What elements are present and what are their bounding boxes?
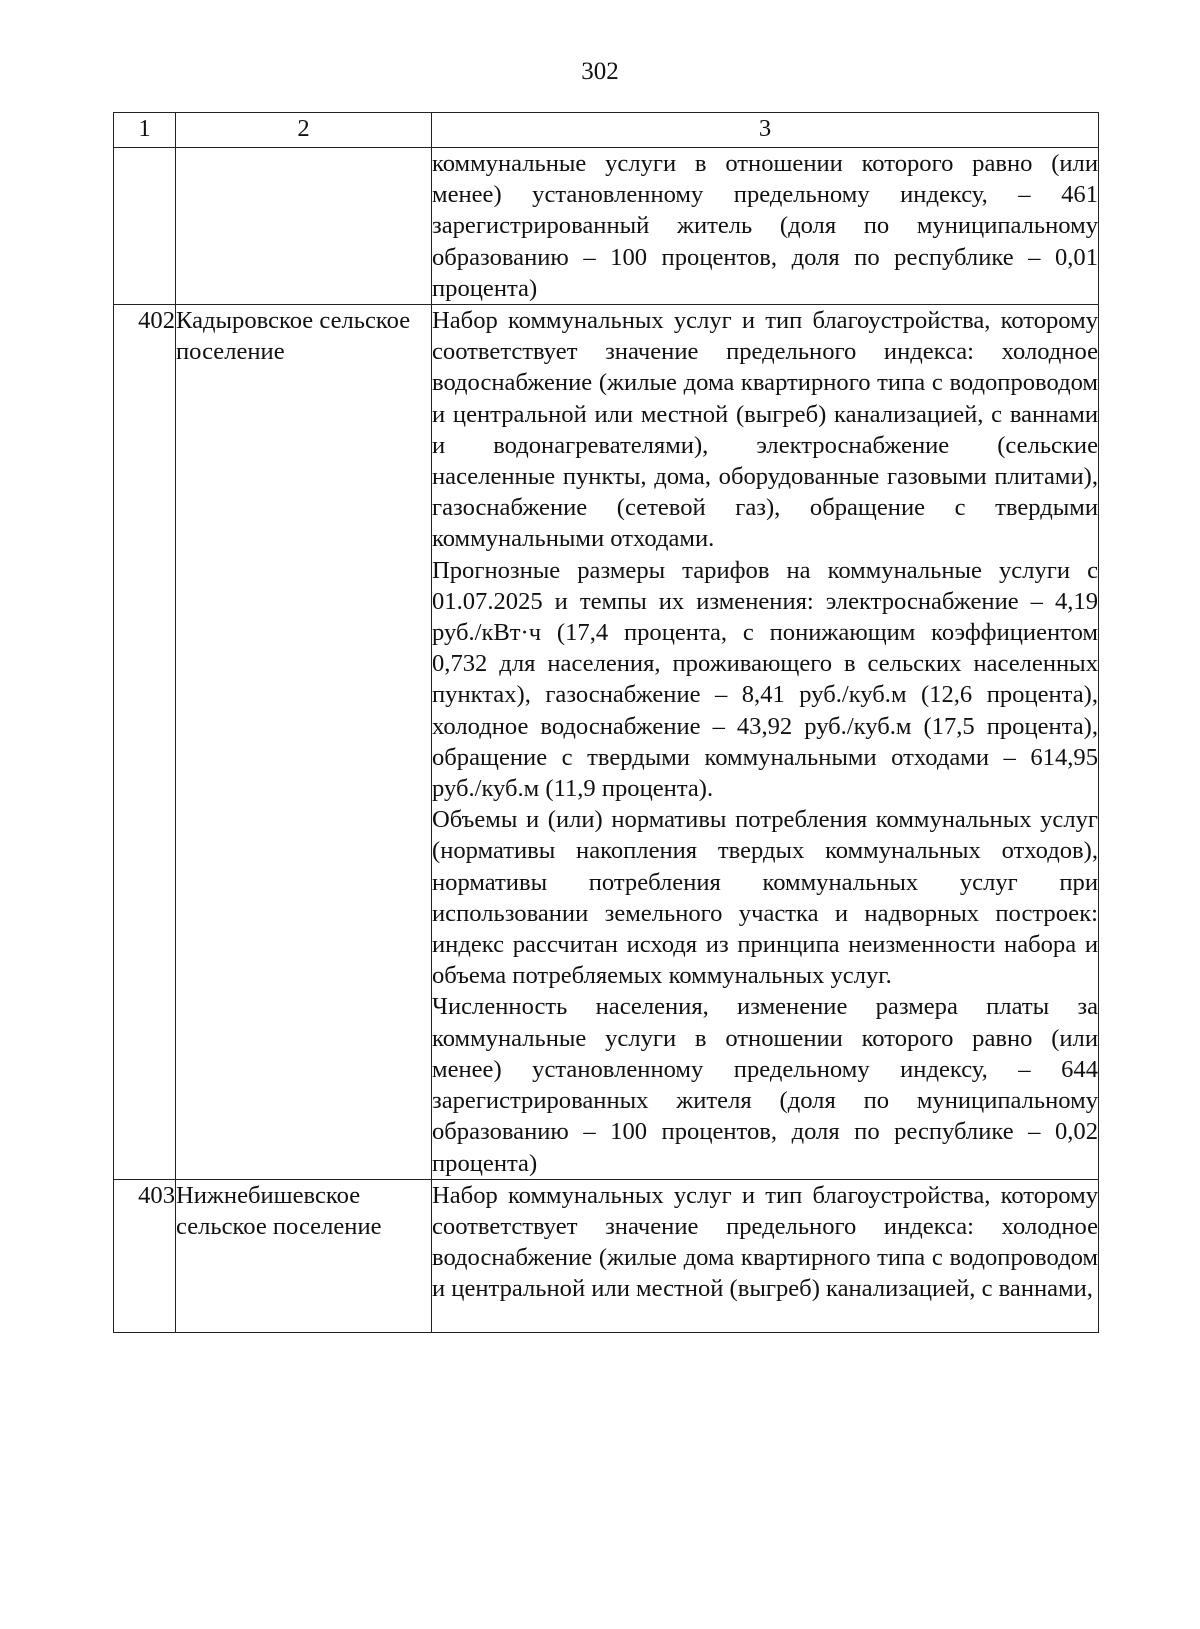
- description-paragraph: Численность населения, изменение размера платы за коммунальные услуги в отношении которого равно (или менее) установленному предельному индексу, – 644 зарегистрированных жителя (доля по муниципальному образованию – 100 процентов, доля по республике – 0,02 процента): [432, 993, 1098, 1177]
- column-header-1: 1: [114, 113, 176, 148]
- row-number: 403: [114, 1179, 176, 1332]
- row-number: [114, 148, 176, 305]
- description-paragraph: Набор коммунальных услуг и тип благоустройства, которому соответствует значение предельного индекса: холодное водоснабжение (жилые дома квартирного типа с водопроводом и центральной или местной (выгреб) канализацией, с ваннами,: [432, 1181, 1098, 1303]
- column-header-2: 2: [176, 113, 432, 148]
- page-number: 302: [581, 58, 619, 85]
- settlement-name: Кадыровское сельское поселение: [176, 305, 432, 1180]
- row-description: [432, 1179, 1099, 1332]
- row-number: 402: [114, 305, 176, 1180]
- description-paragraph: Набор коммунальных услуг и тип благоустройства, которому соответствует значение предельного индекса: холодное водоснабжение (жилые дома квартирного типа с водопроводом и центральной или местной (выгреб) канализацией, с ваннами и водонагревателями), электроснабжение (сельские населенные пункты, дома, оборудованные газовыми плитами), газоснабжение (сетевой газ), обращение с твердыми коммунальными отходами.: [432, 307, 1098, 553]
- row-description: [432, 148, 1099, 305]
- table-header-row: [114, 113, 1099, 148]
- settlement-name: Нижнебишевское сельское поселение: [176, 1179, 432, 1332]
- table-row-403: [114, 1179, 1099, 1332]
- description-paragraph: Объемы и (или) нормативы потребления коммунальных услуг (нормативы накопления твердых коммунальных отходов), нормативы потребления коммунальных услуг при использовании земельного участка и надворных построек: индекс рассчитан исходя из принципа неизменности набора и объема потребляемых коммунальных услуг.: [432, 806, 1098, 990]
- table-row-402: [114, 305, 1099, 1180]
- row-description: [432, 305, 1099, 1180]
- description-paragraph: Прогнозные размеры тарифов на коммунальные услуги с 01.07.2025 и темпы их изменения: электроснабжение – 4,19 руб./кВт·ч (17,4 процента, с понижающим коэффициентом 0,732 для населения, проживающего в сельских населенных пунктах), газоснабжение – 8,41 руб./куб.м (12,6 процента), холодное водоснабжение – 43,92 руб./куб.м (17,5 процента), обращение с твердыми коммунальными отходами – 614,95 руб./куб.м (11,9 процента).: [432, 556, 1098, 803]
- column-header-3: 3: [432, 113, 1099, 148]
- description-paragraph: коммунальные услуги в отношении которого равно (или менее) установленному предельному индексу, – 461 зарегистрированный житель (доля по муниципальному образованию – 100 процентов, доля по республике – 0,01 процента): [432, 150, 1098, 302]
- tariff-table: [113, 112, 1099, 1333]
- settlement-name: [176, 148, 432, 305]
- table-row-continuation: [114, 148, 1099, 305]
